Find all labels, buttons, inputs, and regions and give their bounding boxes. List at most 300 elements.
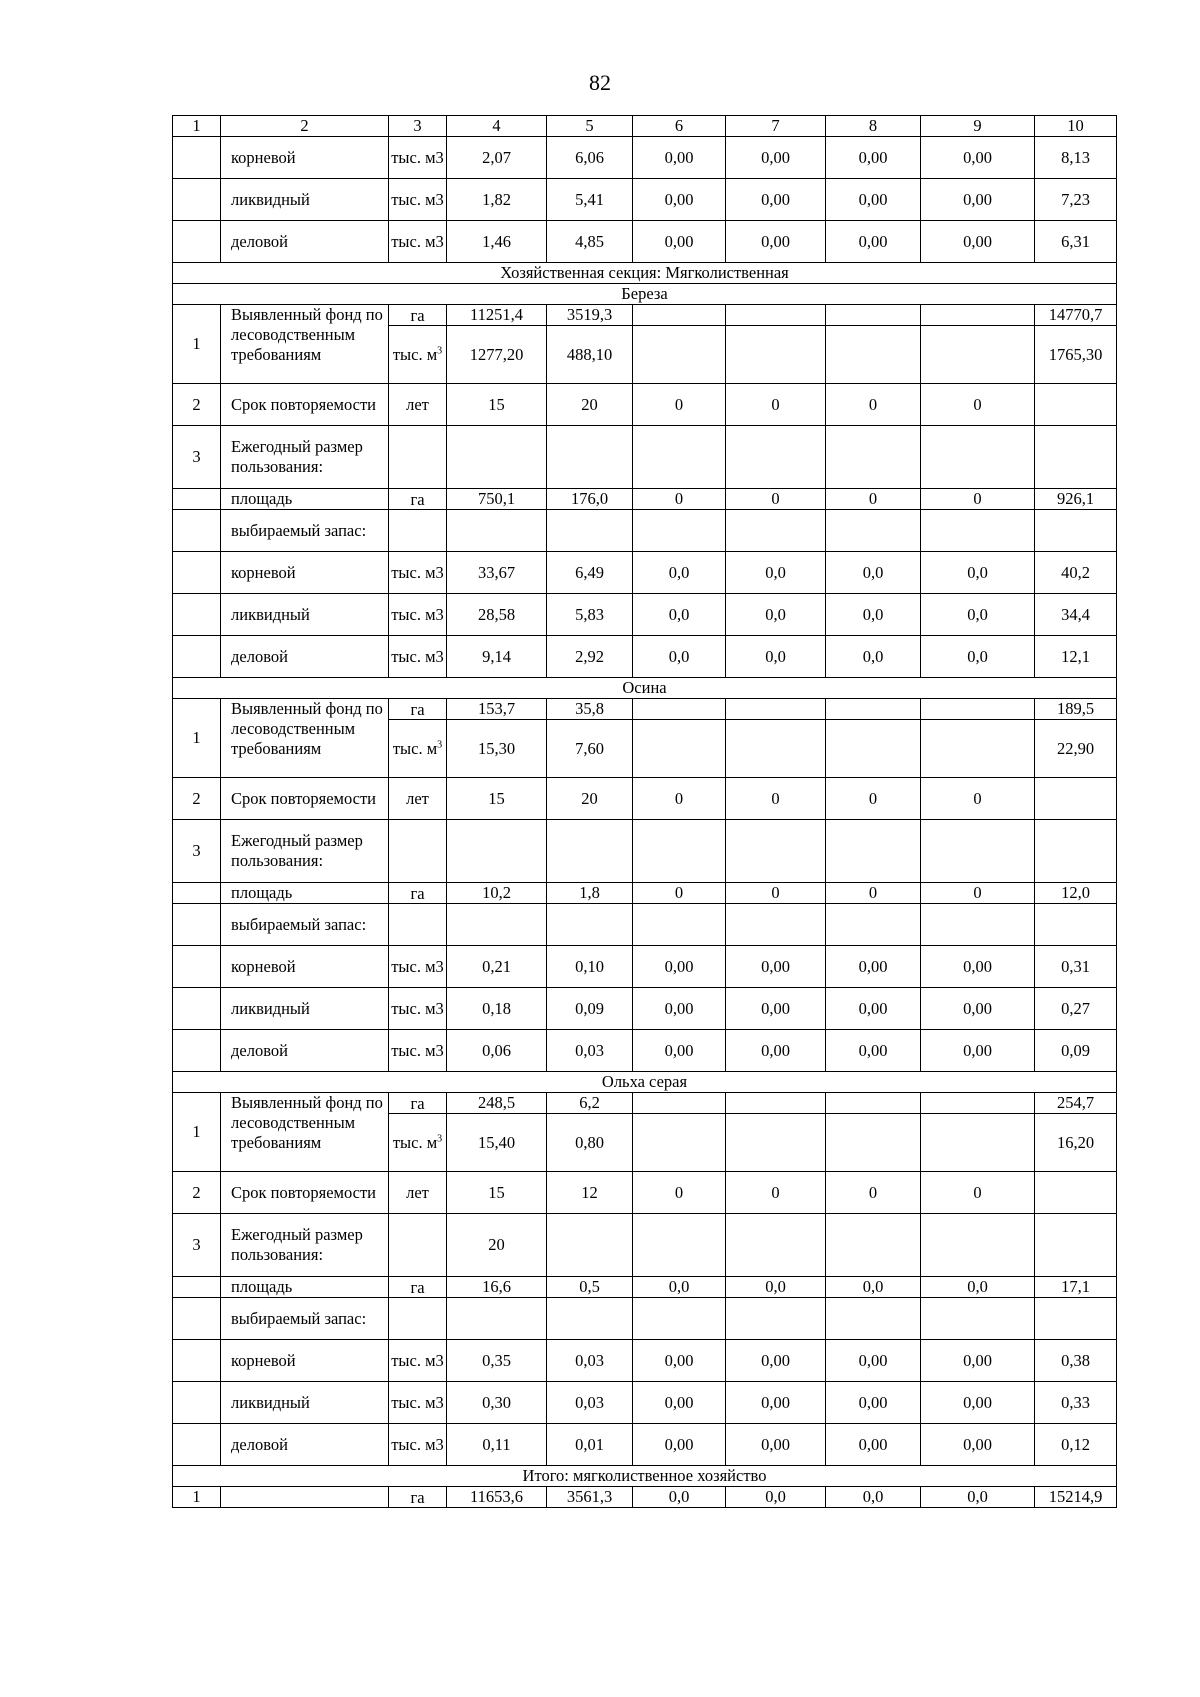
value-cell xyxy=(726,305,826,326)
value-cell xyxy=(389,904,447,946)
value-cell: 0,0 xyxy=(826,636,921,678)
row-label: Срок повторяемости xyxy=(221,778,389,820)
value-cell xyxy=(921,326,1035,384)
value-cell xyxy=(726,1093,826,1114)
unit-text: тыс. м xyxy=(392,739,438,758)
value-cell: 0,0 xyxy=(633,636,726,678)
row-label: Ежегодный размер пользования: xyxy=(221,820,389,883)
value-cell xyxy=(633,426,726,489)
unit-cell xyxy=(389,720,447,778)
value-cell: 0,00 xyxy=(921,179,1035,221)
value-cell xyxy=(921,510,1035,552)
value-cell: 1,46 xyxy=(447,221,547,263)
value-cell: 35,8 xyxy=(547,699,633,720)
value-cell: 0,5 xyxy=(547,1277,633,1298)
row-label: Срок повторяемости xyxy=(221,384,389,426)
column-number: 5 xyxy=(547,116,633,137)
total-title: Итого: мягколиственное хозяйство xyxy=(173,1466,1117,1487)
value-cell xyxy=(633,904,726,946)
unit-text: тыс. м3 xyxy=(391,148,444,167)
value-cell: 0 xyxy=(826,778,921,820)
unit-text: га xyxy=(410,489,425,509)
value-cell: 0,31 xyxy=(1035,946,1117,988)
table-row xyxy=(173,699,1117,720)
value-cell xyxy=(633,699,726,720)
species-name: Ольха серая xyxy=(173,1072,1117,1093)
value-cell xyxy=(1035,778,1117,820)
column-number: 2 xyxy=(221,116,389,137)
value-cell: 254,7 xyxy=(1035,1093,1117,1114)
table-row xyxy=(173,137,1117,179)
value-cell xyxy=(826,1298,921,1340)
table-row xyxy=(173,489,1117,510)
value-cell: 0,00 xyxy=(921,137,1035,179)
value-cell xyxy=(826,305,921,326)
value-cell: 0 xyxy=(826,384,921,426)
row-label: ликвидный xyxy=(221,179,389,221)
unit-text: тыс. м xyxy=(392,345,438,364)
table-row xyxy=(173,1172,1117,1214)
value-cell xyxy=(921,699,1035,720)
value-cell: 6,31 xyxy=(1035,221,1117,263)
value-cell: 0,00 xyxy=(726,1382,826,1424)
value-cell: 0,0 xyxy=(921,1487,1035,1508)
row-label: Выявленный фонд по лесоводственным требованиям xyxy=(221,1093,389,1172)
row-label: ликвидный xyxy=(221,1382,389,1424)
value-cell: 0,00 xyxy=(633,988,726,1030)
unit-cell xyxy=(389,594,447,636)
table-row xyxy=(173,636,1117,678)
value-cell: 15214,9 xyxy=(1035,1487,1117,1508)
row-number xyxy=(173,489,221,510)
unit-cell xyxy=(389,988,447,1030)
unit-cell xyxy=(389,1382,447,1424)
value-cell xyxy=(1035,904,1117,946)
value-cell: 0 xyxy=(726,489,826,510)
value-cell xyxy=(921,305,1035,326)
unit-text: га xyxy=(410,1487,425,1507)
value-cell xyxy=(447,904,547,946)
value-cell: 2,92 xyxy=(547,636,633,678)
unit-cell xyxy=(389,1424,447,1466)
value-cell xyxy=(1035,1214,1117,1277)
value-cell: 10,2 xyxy=(447,883,547,904)
value-cell xyxy=(826,1114,921,1172)
value-cell: 926,1 xyxy=(1035,489,1117,510)
value-cell: 0,00 xyxy=(726,1340,826,1382)
unit-cell xyxy=(389,1114,447,1172)
table-row xyxy=(173,510,1117,552)
value-cell xyxy=(1035,384,1117,426)
value-cell: 0 xyxy=(921,883,1035,904)
value-cell: 0,03 xyxy=(547,1340,633,1382)
value-cell: 0 xyxy=(726,1172,826,1214)
unit-cell xyxy=(389,636,447,678)
value-cell: 0,11 xyxy=(447,1424,547,1466)
value-cell: 20 xyxy=(547,778,633,820)
unit-text: тыс. м3 xyxy=(391,563,444,582)
unit-text: тыс. м3 xyxy=(391,957,444,976)
unit-text: тыс. м3 xyxy=(391,190,444,209)
value-cell: 0,10 xyxy=(547,946,633,988)
row-number xyxy=(173,221,221,263)
value-cell: 0,00 xyxy=(633,1424,726,1466)
row-label: деловой xyxy=(221,636,389,678)
value-cell xyxy=(633,1298,726,1340)
value-cell xyxy=(921,426,1035,489)
value-cell: 0,0 xyxy=(921,1277,1035,1298)
unit-cell xyxy=(389,1172,447,1214)
value-cell: 15,40 xyxy=(447,1114,547,1172)
value-cell: 0,21 xyxy=(447,946,547,988)
row-number: 3 xyxy=(173,820,221,883)
value-cell: 0,00 xyxy=(726,221,826,263)
header-row xyxy=(173,116,1117,137)
value-cell: 16,6 xyxy=(447,1277,547,1298)
unit-superscript: 3 xyxy=(437,1133,443,1145)
unit-text: га xyxy=(410,1277,425,1297)
row-number xyxy=(173,1298,221,1340)
value-cell xyxy=(726,904,826,946)
species-name: Береза xyxy=(173,284,1117,305)
value-cell: 0,00 xyxy=(633,1340,726,1382)
value-cell: 0,03 xyxy=(547,1382,633,1424)
row-number xyxy=(173,510,221,552)
value-cell xyxy=(547,510,633,552)
species-name: Осина xyxy=(173,678,1117,699)
value-cell: 0 xyxy=(826,489,921,510)
table-row xyxy=(173,426,1117,489)
value-cell: 3519,3 xyxy=(547,305,633,326)
value-cell: 0,00 xyxy=(921,988,1035,1030)
row-number: 1 xyxy=(173,1487,221,1508)
value-cell xyxy=(726,326,826,384)
unit-cell xyxy=(389,883,447,904)
value-cell: 0,0 xyxy=(726,1277,826,1298)
value-cell: 12 xyxy=(547,1172,633,1214)
value-cell: 0,09 xyxy=(1035,1030,1117,1072)
row-number: 1 xyxy=(173,1093,221,1172)
value-cell: 0,03 xyxy=(547,1030,633,1072)
value-cell: 1277,20 xyxy=(447,326,547,384)
table-row xyxy=(173,1277,1117,1298)
row-label: корневой xyxy=(221,1340,389,1382)
value-cell: 0,27 xyxy=(1035,988,1117,1030)
value-cell: 248,5 xyxy=(447,1093,547,1114)
table-row xyxy=(173,179,1117,221)
value-cell: 0,0 xyxy=(726,636,826,678)
value-cell xyxy=(633,820,726,883)
value-cell: 0,0 xyxy=(826,594,921,636)
value-cell: 0,00 xyxy=(633,946,726,988)
row-label: деловой xyxy=(221,221,389,263)
row-number: 2 xyxy=(173,384,221,426)
value-cell: 1,82 xyxy=(447,179,547,221)
row-label: ликвидный xyxy=(221,988,389,1030)
unit-cell xyxy=(389,1214,447,1277)
value-cell: 40,2 xyxy=(1035,552,1117,594)
value-cell xyxy=(447,426,547,489)
value-cell: 15,30 xyxy=(447,720,547,778)
value-cell: 0,0 xyxy=(726,552,826,594)
table-row xyxy=(173,904,1117,946)
value-cell xyxy=(826,326,921,384)
value-cell: 28,58 xyxy=(447,594,547,636)
value-cell: 0 xyxy=(633,489,726,510)
unit-superscript: 3 xyxy=(437,739,443,751)
value-cell: 0,00 xyxy=(826,1424,921,1466)
unit-cell xyxy=(389,305,447,326)
table-row xyxy=(173,820,1117,883)
row-label: корневой xyxy=(221,946,389,988)
value-cell xyxy=(389,1298,447,1340)
value-cell: 0,0 xyxy=(921,636,1035,678)
value-cell xyxy=(826,904,921,946)
value-cell xyxy=(726,1214,826,1277)
row-number: 1 xyxy=(173,305,221,384)
value-cell: 0,00 xyxy=(921,1382,1035,1424)
value-cell: 0,18 xyxy=(447,988,547,1030)
value-cell xyxy=(547,904,633,946)
value-cell: 16,20 xyxy=(1035,1114,1117,1172)
value-cell xyxy=(726,426,826,489)
value-cell: 0,0 xyxy=(633,1487,726,1508)
column-number: 10 xyxy=(1035,116,1117,137)
value-cell: 0 xyxy=(921,489,1035,510)
unit-text: лет xyxy=(406,789,429,808)
unit-cell xyxy=(389,1093,447,1114)
table-row xyxy=(173,778,1117,820)
value-cell: 0 xyxy=(633,778,726,820)
species-row xyxy=(173,1072,1117,1093)
value-cell xyxy=(921,1214,1035,1277)
unit-cell xyxy=(389,179,447,221)
value-cell: 0,0 xyxy=(921,552,1035,594)
value-cell: 0,00 xyxy=(633,1030,726,1072)
value-cell: 176,0 xyxy=(547,489,633,510)
row-number: 2 xyxy=(173,778,221,820)
value-cell: 11653,6 xyxy=(447,1487,547,1508)
row-number xyxy=(173,1382,221,1424)
value-cell: 189,5 xyxy=(1035,699,1117,720)
value-cell: 6,49 xyxy=(547,552,633,594)
value-cell: 0,00 xyxy=(826,946,921,988)
unit-text: тыс. м3 xyxy=(391,1041,444,1060)
unit-text: га xyxy=(410,883,425,903)
row-number xyxy=(173,179,221,221)
value-cell: 0 xyxy=(826,1172,921,1214)
unit-cell xyxy=(389,1030,447,1072)
value-cell xyxy=(921,1298,1035,1340)
row-number xyxy=(173,1424,221,1466)
value-cell: 0,0 xyxy=(726,594,826,636)
value-cell: 0,12 xyxy=(1035,1424,1117,1466)
row-label: корневой xyxy=(221,552,389,594)
table-body xyxy=(173,116,1117,1508)
value-cell: 0,0 xyxy=(826,1277,921,1298)
row-label xyxy=(221,1487,389,1508)
row-number xyxy=(173,904,221,946)
column-number: 3 xyxy=(389,116,447,137)
value-cell xyxy=(921,1114,1035,1172)
value-cell: 0,0 xyxy=(921,594,1035,636)
unit-cell xyxy=(389,384,447,426)
value-cell: 0,38 xyxy=(1035,1340,1117,1382)
value-cell: 0,0 xyxy=(726,1487,826,1508)
row-label: Ежегодный размер пользования: xyxy=(221,1214,389,1277)
value-cell: 0,00 xyxy=(826,988,921,1030)
row-label: Ежегодный размер пользования: xyxy=(221,426,389,489)
table-row xyxy=(173,305,1117,326)
row-number xyxy=(173,1277,221,1298)
value-cell xyxy=(726,720,826,778)
row-number xyxy=(173,1030,221,1072)
unit-cell xyxy=(389,552,447,594)
unit-cell xyxy=(389,1277,447,1298)
table-row xyxy=(173,221,1117,263)
value-cell: 20 xyxy=(447,1214,547,1277)
value-cell: 7,60 xyxy=(547,720,633,778)
column-number: 7 xyxy=(726,116,826,137)
value-cell: 0,00 xyxy=(633,137,726,179)
table-row xyxy=(173,1424,1117,1466)
value-cell xyxy=(633,510,726,552)
value-cell: 0,00 xyxy=(826,1382,921,1424)
value-cell: 17,1 xyxy=(1035,1277,1117,1298)
value-cell: 153,7 xyxy=(447,699,547,720)
value-cell: 0,00 xyxy=(826,1030,921,1072)
value-cell xyxy=(633,1093,726,1114)
value-cell: 0,00 xyxy=(921,1424,1035,1466)
value-cell: 0,80 xyxy=(547,1114,633,1172)
unit-text: тыс. м3 xyxy=(391,1393,444,1412)
value-cell: 0,00 xyxy=(826,1340,921,1382)
value-cell xyxy=(447,510,547,552)
value-cell: 5,41 xyxy=(547,179,633,221)
value-cell xyxy=(726,1298,826,1340)
row-label: деловой xyxy=(221,1030,389,1072)
table-row xyxy=(173,946,1117,988)
value-cell xyxy=(1035,1298,1117,1340)
table-row xyxy=(173,384,1117,426)
row-number: 3 xyxy=(173,1214,221,1277)
value-cell: 0,0 xyxy=(633,552,726,594)
value-cell: 0,00 xyxy=(726,946,826,988)
value-cell: 0 xyxy=(921,1172,1035,1214)
unit-text: га xyxy=(410,305,425,325)
value-cell xyxy=(633,1114,726,1172)
column-number: 1 xyxy=(173,116,221,137)
value-cell: 750,1 xyxy=(447,489,547,510)
value-cell xyxy=(726,1114,826,1172)
value-cell xyxy=(547,820,633,883)
row-label: выбираемый запас: xyxy=(221,904,389,946)
value-cell xyxy=(826,699,921,720)
unit-text: лет xyxy=(406,395,429,414)
table-row xyxy=(173,988,1117,1030)
value-cell xyxy=(726,510,826,552)
unit-cell xyxy=(389,489,447,510)
row-number xyxy=(173,137,221,179)
value-cell xyxy=(826,1093,921,1114)
row-number xyxy=(173,946,221,988)
value-cell: 4,85 xyxy=(547,221,633,263)
value-cell: 2,07 xyxy=(447,137,547,179)
value-cell: 0 xyxy=(921,778,1035,820)
table-row xyxy=(173,1382,1117,1424)
value-cell: 8,13 xyxy=(1035,137,1117,179)
unit-cell xyxy=(389,778,447,820)
unit-text: га xyxy=(410,1093,425,1113)
unit-cell xyxy=(389,1340,447,1382)
row-number: 1 xyxy=(173,699,221,778)
value-cell: 1,8 xyxy=(547,883,633,904)
value-cell xyxy=(633,326,726,384)
value-cell: 0,00 xyxy=(633,1382,726,1424)
forest-use-table xyxy=(172,115,1117,1508)
row-number xyxy=(173,988,221,1030)
unit-cell xyxy=(389,820,447,883)
value-cell: 0,00 xyxy=(826,179,921,221)
value-cell xyxy=(633,720,726,778)
value-cell: 0,00 xyxy=(921,1030,1035,1072)
value-cell: 5,83 xyxy=(547,594,633,636)
column-number: 6 xyxy=(633,116,726,137)
value-cell xyxy=(547,1298,633,1340)
value-cell: 0 xyxy=(826,883,921,904)
page-number: 82 xyxy=(589,70,611,95)
row-label: площадь xyxy=(221,489,389,510)
value-cell: 0,00 xyxy=(633,179,726,221)
value-cell xyxy=(726,820,826,883)
value-cell: 15 xyxy=(447,384,547,426)
table-row xyxy=(173,1340,1117,1382)
value-cell xyxy=(633,1214,726,1277)
value-cell xyxy=(921,820,1035,883)
column-number: 8 xyxy=(826,116,921,137)
row-label: деловой xyxy=(221,1424,389,1466)
value-cell: 34,4 xyxy=(1035,594,1117,636)
unit-cell xyxy=(389,137,447,179)
value-cell: 11251,4 xyxy=(447,305,547,326)
value-cell: 22,90 xyxy=(1035,720,1117,778)
value-cell: 0,06 xyxy=(447,1030,547,1072)
column-number: 9 xyxy=(921,116,1035,137)
value-cell: 0 xyxy=(633,1172,726,1214)
value-cell xyxy=(826,426,921,489)
row-label: Выявленный фонд по лесоводственным требованиям xyxy=(221,699,389,778)
value-cell xyxy=(547,426,633,489)
table-row xyxy=(173,1030,1117,1072)
unit-cell xyxy=(389,221,447,263)
value-cell: 3561,3 xyxy=(547,1487,633,1508)
table-row xyxy=(173,552,1117,594)
species-row xyxy=(173,678,1117,699)
row-label: площадь xyxy=(221,883,389,904)
value-cell: 0,00 xyxy=(726,1424,826,1466)
value-cell xyxy=(547,1214,633,1277)
value-cell: 0,0 xyxy=(826,552,921,594)
unit-superscript: 3 xyxy=(437,345,443,357)
row-number xyxy=(173,1340,221,1382)
unit-cell xyxy=(389,1487,447,1508)
value-cell: 33,67 xyxy=(447,552,547,594)
value-cell xyxy=(826,510,921,552)
row-number: 3 xyxy=(173,426,221,489)
row-number: 2 xyxy=(173,1172,221,1214)
unit-text: тыс. м3 xyxy=(391,647,444,666)
value-cell xyxy=(826,820,921,883)
